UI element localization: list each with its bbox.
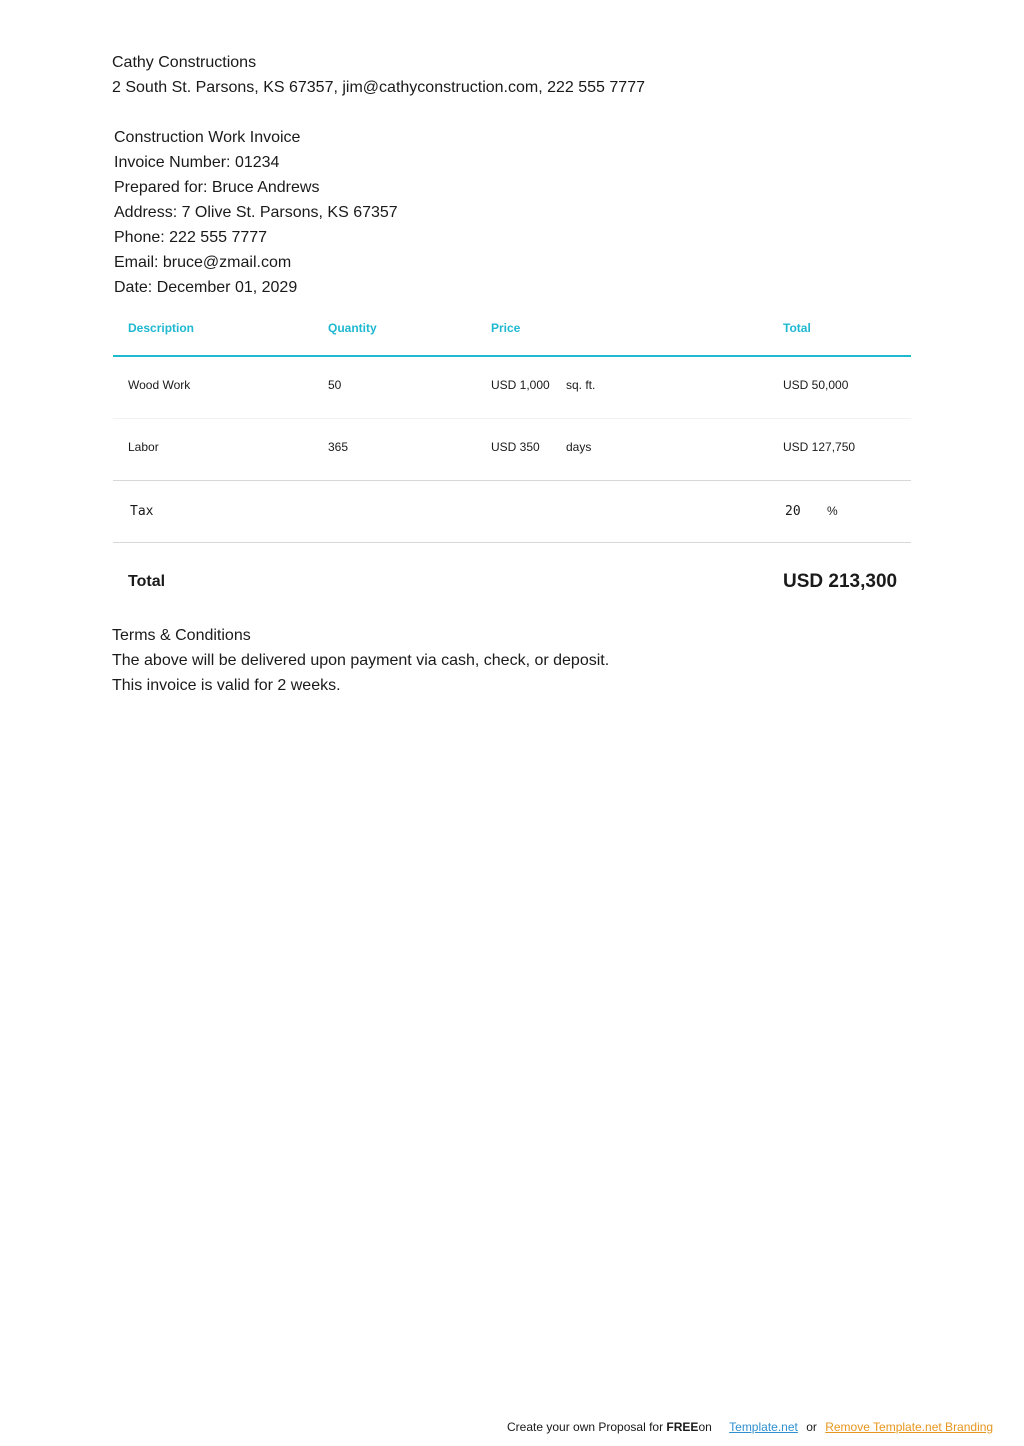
prepared-for: Prepared for: Bruce Andrews bbox=[114, 179, 320, 196]
grand-total-label: Total bbox=[128, 573, 166, 590]
row-unit: sq. ft. bbox=[566, 378, 596, 392]
items-table bbox=[113, 300, 911, 623]
row-description: Wood Work bbox=[128, 378, 191, 392]
header-description: Description bbox=[128, 321, 195, 335]
row-price: USD 1,000 bbox=[491, 378, 550, 392]
footer-free: FREE bbox=[666, 1420, 699, 1434]
row-total: USD 127,750 bbox=[783, 440, 856, 454]
row-unit: days bbox=[566, 440, 592, 454]
row-quantity: 365 bbox=[328, 440, 349, 454]
footer-on: on bbox=[698, 1420, 712, 1434]
row-quantity: 50 bbox=[328, 378, 342, 392]
footer-or: or bbox=[806, 1420, 817, 1434]
table-row bbox=[113, 419, 911, 481]
company-name: Cathy Constructions bbox=[112, 54, 257, 71]
footer-prefix: Create your own Proposal for bbox=[507, 1420, 667, 1434]
invoice-number: Invoice Number: 01234 bbox=[114, 154, 280, 171]
client-address: Address: 7 Olive St. Parsons, KS 67357 bbox=[114, 204, 398, 221]
table-row bbox=[113, 357, 911, 419]
header-price: Price bbox=[491, 321, 521, 335]
company-address: 2 South St. Parsons, KS 67357, jim@cathyconstruction.com, 222 555 7777 bbox=[112, 79, 645, 96]
remove-branding-link[interactable]: Remove Template.net Branding bbox=[825, 1420, 994, 1434]
branding-footer bbox=[507, 1420, 993, 1434]
client-phone: Phone: 222 555 7777 bbox=[114, 229, 268, 246]
grand-total-row bbox=[113, 543, 911, 623]
row-description: Labor bbox=[128, 440, 159, 454]
client-email: Email: bruce@zmail.com bbox=[114, 254, 292, 271]
terms-line-1: The above will be delivered upon payment via cash, check, or deposit. bbox=[112, 652, 610, 669]
terms-section bbox=[112, 623, 609, 698]
terms-title: Terms & Conditions bbox=[112, 627, 251, 644]
tax-unit: % bbox=[827, 504, 838, 518]
template-net-link[interactable]: Template.net bbox=[729, 1420, 798, 1434]
invoice-date: Date: December 01, 2029 bbox=[114, 279, 298, 296]
row-total: USD 50,000 bbox=[783, 378, 849, 392]
invoice-info bbox=[114, 125, 398, 300]
company-header bbox=[112, 50, 645, 100]
table-header bbox=[113, 300, 911, 357]
tax-row bbox=[113, 481, 911, 543]
tax-label: Tax bbox=[130, 504, 154, 519]
invoice-title: Construction Work Invoice bbox=[114, 129, 301, 146]
grand-total-value: USD 213,300 bbox=[783, 571, 898, 592]
header-quantity: Quantity bbox=[328, 321, 377, 335]
tax-value: 20 bbox=[785, 504, 801, 519]
terms-line-2: This invoice is valid for 2 weeks. bbox=[112, 677, 341, 694]
row-price: USD 350 bbox=[491, 440, 540, 454]
header-total: Total bbox=[783, 321, 811, 335]
